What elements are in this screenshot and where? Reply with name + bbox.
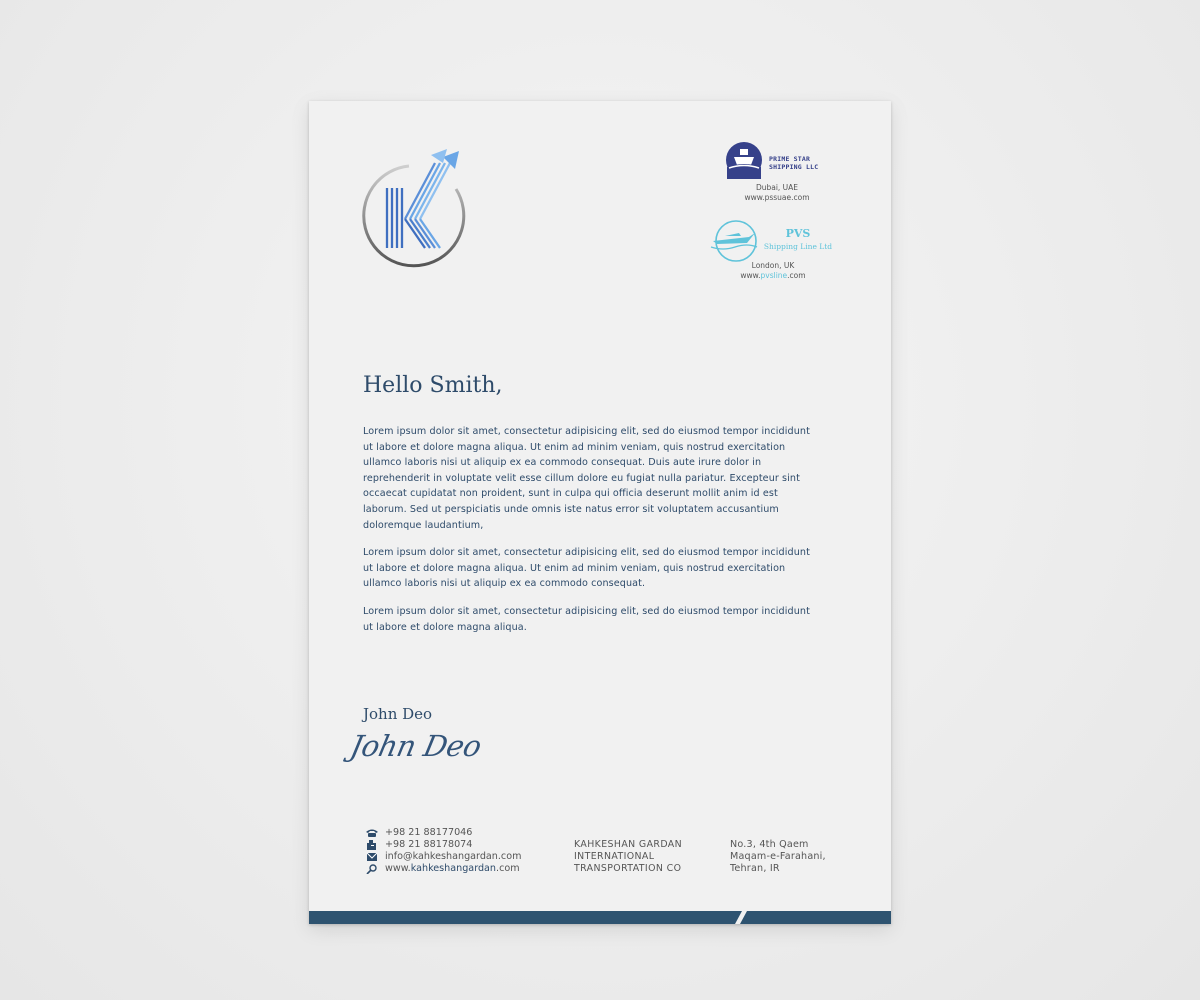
pvs-web-suffix: .com — [787, 271, 806, 280]
company-name-block — [574, 839, 682, 875]
website-url — [385, 863, 520, 875]
pvs-city: London, UK — [751, 261, 795, 270]
phone-icon — [365, 828, 379, 838]
paragraph-2: Lorem ipsum dolor sit amet, consectetur adipisicing elit, sed do eiusmod tempor incididunt ut labore et dolore magna aliqua. Ut enim ad minim veniam, quis nostrud exercitation ullamco laboris nisi ut aliquip ex ea commodo consequat. — [363, 547, 810, 590]
prime-star-web-domain: pssuae.com — [764, 193, 810, 202]
partner-prime-star — [717, 141, 837, 203]
address-block — [730, 839, 826, 875]
signer-name: John Deo — [363, 705, 433, 723]
search-icon — [365, 864, 379, 874]
pvs-website[interactable] — [709, 271, 837, 281]
company-line-3: TRANSPORTATION CO — [574, 863, 682, 874]
email-address: info@kahkeshangardan.com — [385, 851, 522, 862]
address-line-1: No.3, 4th Qaem — [730, 839, 809, 850]
phone-number: +98 21 88177046 — [385, 827, 473, 838]
web-prefix: www. — [385, 863, 411, 874]
contact-website[interactable] — [365, 863, 521, 875]
contact-fax[interactable] — [365, 839, 521, 851]
prime-star-name-line1: PRIME STAR — [769, 155, 811, 163]
address-line-2: Maqam-e-Farahani, — [730, 851, 826, 862]
contact-email[interactable] — [365, 851, 521, 863]
pvs-abbr: PVS — [785, 227, 811, 240]
prime-star-city: Dubai, UAE — [755, 183, 799, 192]
pvs-name — [759, 227, 837, 253]
company-line-2: INTERNATIONAL — [574, 851, 655, 862]
contact-phone[interactable] — [365, 827, 521, 839]
letter-greeting: Hello Smith, — [363, 373, 503, 398]
footer-bar — [309, 911, 891, 924]
letterhead-sheet — [309, 101, 891, 924]
pvs-full-name: Shipping Line Ltd — [763, 242, 833, 251]
handwritten-signature: John Deo — [347, 729, 485, 763]
company-k-logo — [361, 141, 481, 276]
pvs-web-prefix: www. — [740, 271, 761, 280]
partner-pvs — [709, 219, 837, 281]
prime-star-name-line2: SHIPPING LLC — [769, 163, 819, 171]
paragraph-1: Lorem ipsum dolor sit amet, consectetur adipisicing elit, sed do eiusmod tempor incididunt ut labore et dolore magna aliqua. Ut enim ad minim veniam, quis nostrud exercitation ullamco laboris nisi ut aliquip ex ea commodo consequat. Duis aute irure dolor in reprehenderit in voluptate velit esse cillum dolore eu fugiat nulla pariatur. Excepteur sint occaecat cupidatat non proident, sunt in culpa qui officia deserunt mollit anim id est laborum. Sed ut perspiciatis unde omnis iste natus error sit voluptatem accusantium doloremque laudantium, — [363, 426, 810, 531]
contact-list — [365, 827, 521, 875]
pvs-web-domain: pvsline — [760, 271, 788, 280]
mail-icon — [365, 852, 379, 862]
ship-wave-icon — [709, 219, 761, 263]
prime-star-name — [769, 155, 833, 171]
web-suffix: .com — [496, 863, 520, 874]
paragraph-3: Lorem ipsum dolor sit amet, consectetur adipisicing elit, sed do eiusmod tempor incididunt ut labore et dolore magna aliqua. — [363, 605, 810, 633]
company-line-1: KAHKESHAN GARDAN — [574, 839, 682, 850]
letter-body — [363, 424, 823, 647]
prime-star-website[interactable] — [717, 193, 837, 203]
fax-icon — [365, 840, 379, 850]
web-domain: kahkeshangardan — [410, 863, 497, 874]
prime-star-web-prefix: www. — [744, 193, 765, 202]
address-line-3: Tehran, IR — [730, 863, 780, 874]
ship-icon — [725, 141, 763, 179]
fax-number: +98 21 88178074 — [385, 839, 473, 850]
